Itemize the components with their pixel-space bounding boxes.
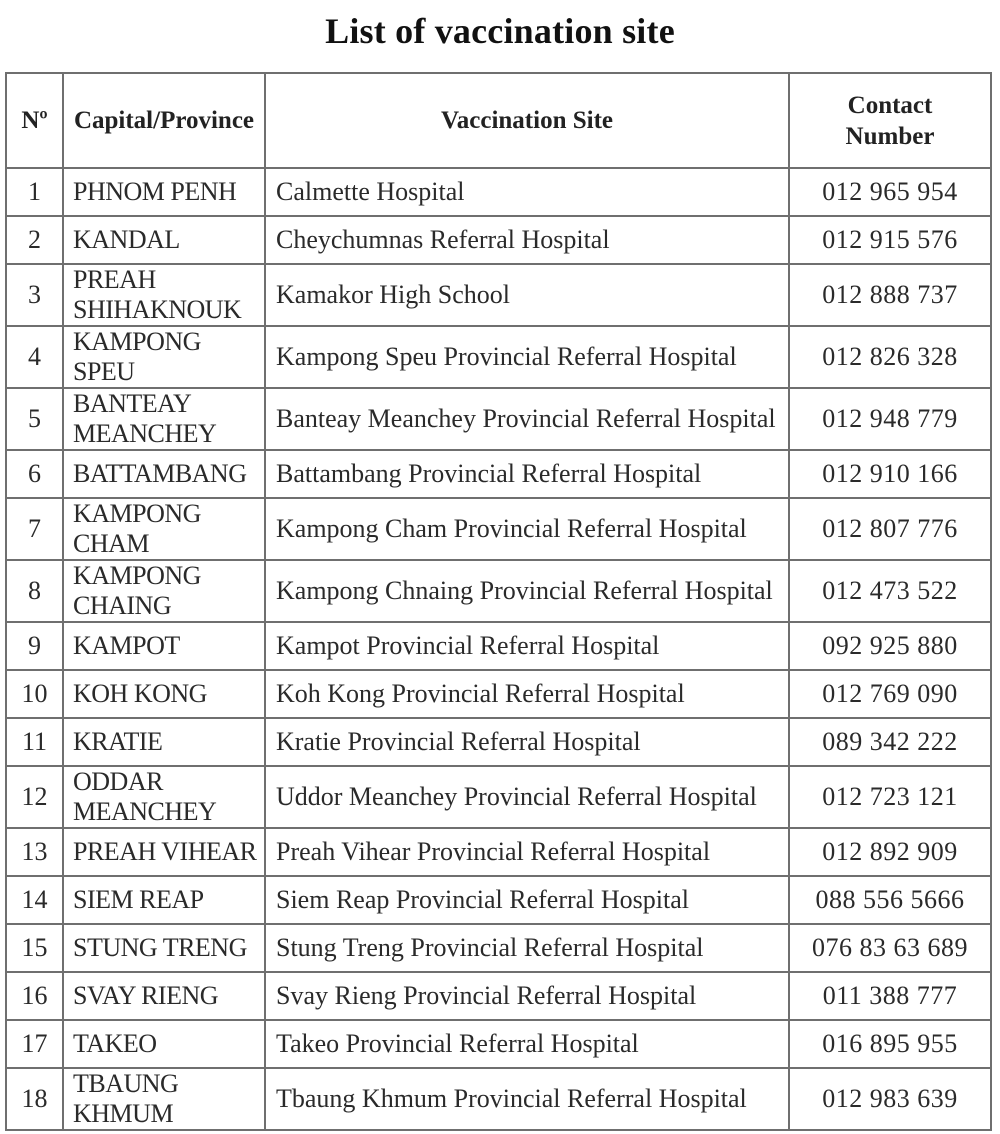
row-province: KOH KONG: [63, 670, 265, 718]
row-vaccination-site: Koh Kong Provincial Referral Hospital: [265, 670, 789, 718]
row-contact-number: 012 826 328: [789, 326, 991, 388]
table-row: [6, 560, 991, 622]
row-number: 13: [6, 828, 63, 876]
row-vaccination-site: Tbaung Khmum Provincial Referral Hospital: [265, 1068, 789, 1130]
header-vaccination-site: Vaccination Site: [265, 73, 789, 168]
row-contact-number: 076 83 63 689: [789, 924, 991, 972]
row-contact-number: 088 556 5666: [789, 876, 991, 924]
row-province: KAMPONG SPEU: [63, 326, 265, 388]
row-number: 3: [6, 264, 63, 326]
row-province: SVAY RIENG: [63, 972, 265, 1020]
row-number: 15: [6, 924, 63, 972]
row-province: KRATIE: [63, 718, 265, 766]
row-number: 5: [6, 388, 63, 450]
header-contact-number: Contact Number: [789, 73, 991, 168]
row-province: KAMPONG CHAING: [63, 560, 265, 622]
header-province: Capital/Province: [63, 73, 265, 168]
row-number: 4: [6, 326, 63, 388]
row-province: TAKEO: [63, 1020, 265, 1068]
row-contact-number: 012 892 909: [789, 828, 991, 876]
row-contact-number: 012 915 576: [789, 216, 991, 264]
table-body: [6, 168, 991, 1130]
table-row: [6, 828, 991, 876]
vaccination-site-table: [5, 72, 992, 1131]
table-row: [6, 718, 991, 766]
row-contact-number: 012 948 779: [789, 388, 991, 450]
row-number: 6: [6, 450, 63, 498]
row-number: 9: [6, 622, 63, 670]
row-number: 7: [6, 498, 63, 560]
row-contact-number: 012 473 522: [789, 560, 991, 622]
row-number: 16: [6, 972, 63, 1020]
row-contact-number: 012 983 639: [789, 1068, 991, 1130]
row-contact-number: 089 342 222: [789, 718, 991, 766]
page-title: List of vaccination site: [325, 11, 675, 51]
table-row: [6, 264, 991, 326]
table-row: [6, 924, 991, 972]
row-province: PREAH SHIHAKNOUK: [63, 264, 265, 326]
row-vaccination-site: Stung Treng Provincial Referral Hospital: [265, 924, 789, 972]
row-contact-number: 012 769 090: [789, 670, 991, 718]
row-contact-number: 012 910 166: [789, 450, 991, 498]
row-vaccination-site: Banteay Meanchey Provincial Referral Hospital: [265, 388, 789, 450]
row-contact-number: 011 388 777: [789, 972, 991, 1020]
row-contact-number: 012 888 737: [789, 264, 991, 326]
row-province: ODDAR MEANCHEY: [63, 766, 265, 828]
row-vaccination-site: Kampong Cham Provincial Referral Hospital: [265, 498, 789, 560]
table-header-row: [6, 73, 991, 168]
table-row: [6, 670, 991, 718]
table-row: [6, 766, 991, 828]
row-vaccination-site: Siem Reap Provincial Referral Hospital: [265, 876, 789, 924]
row-province: PREAH VIHEAR: [63, 828, 265, 876]
row-province: KAMPOT: [63, 622, 265, 670]
row-contact-number: 016 895 955: [789, 1020, 991, 1068]
row-contact-number: 012 807 776: [789, 498, 991, 560]
row-vaccination-site: Svay Rieng Provincial Referral Hospital: [265, 972, 789, 1020]
row-number: 1: [6, 168, 63, 216]
row-province: TBAUNG KHMUM: [63, 1068, 265, 1130]
table-row: [6, 876, 991, 924]
row-vaccination-site: Cheychumnas Referral Hospital: [265, 216, 789, 264]
row-number: 10: [6, 670, 63, 718]
table-row: [6, 388, 991, 450]
row-province: BANTEAY MEANCHEY: [63, 388, 265, 450]
table-row: [6, 622, 991, 670]
table-row: [6, 450, 991, 498]
row-vaccination-site: Kampong Speu Provincial Referral Hospital: [265, 326, 789, 388]
row-vaccination-site: Uddor Meanchey Provincial Referral Hospital: [265, 766, 789, 828]
row-number: 8: [6, 560, 63, 622]
row-number: 17: [6, 1020, 63, 1068]
row-vaccination-site: Kamakor High School: [265, 264, 789, 326]
table-row: [6, 168, 991, 216]
row-number: 2: [6, 216, 63, 264]
table-row: [6, 326, 991, 388]
row-contact-number: 012 723 121: [789, 766, 991, 828]
table-row: [6, 972, 991, 1020]
row-province: KANDAL: [63, 216, 265, 264]
row-contact-number: 012 965 954: [789, 168, 991, 216]
table-row: [6, 1068, 991, 1130]
table-row: [6, 498, 991, 560]
row-province: KAMPONG CHAM: [63, 498, 265, 560]
row-province: PHNOM PENH: [63, 168, 265, 216]
row-vaccination-site: Kampot Provincial Referral Hospital: [265, 622, 789, 670]
row-contact-number: 092 925 880: [789, 622, 991, 670]
row-number: 18: [6, 1068, 63, 1130]
row-vaccination-site: Kratie Provincial Referral Hospital: [265, 718, 789, 766]
row-province: BATTAMBANG: [63, 450, 265, 498]
row-province: STUNG TRENG: [63, 924, 265, 972]
row-number: 11: [6, 718, 63, 766]
table-row: [6, 1020, 991, 1068]
row-province: SIEM REAP: [63, 876, 265, 924]
table-row: [6, 216, 991, 264]
row-vaccination-site: Preah Vihear Provincial Referral Hospital: [265, 828, 789, 876]
row-vaccination-site: Battambang Provincial Referral Hospital: [265, 450, 789, 498]
row-vaccination-site: Takeo Provincial Referral Hospital: [265, 1020, 789, 1068]
row-vaccination-site: Kampong Chnaing Provincial Referral Hospital: [265, 560, 789, 622]
row-number: 14: [6, 876, 63, 924]
row-number: 12: [6, 766, 63, 828]
header-number: Nº: [6, 73, 63, 168]
row-vaccination-site: Calmette Hospital: [265, 168, 789, 216]
